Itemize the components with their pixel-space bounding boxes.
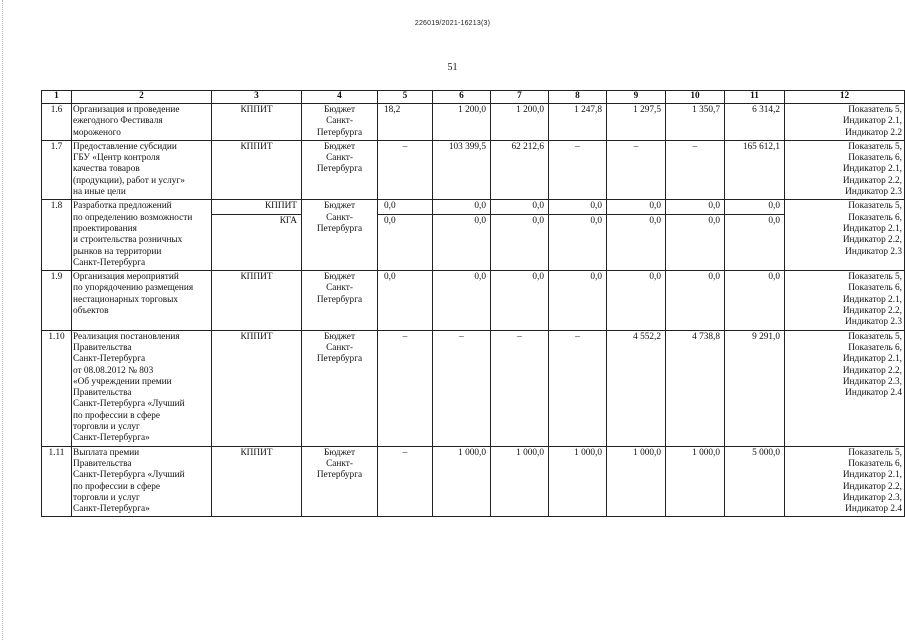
value-col-8 [549, 271, 607, 330]
v11-text: 165 612,1 [742, 141, 780, 152]
name-text: Предоставление субсидии [73, 141, 177, 152]
v6-text: – [459, 331, 464, 342]
source-text: Санкт- [326, 283, 353, 294]
source-text: Санкт- [326, 153, 353, 164]
source-text: Бюджет [323, 272, 356, 283]
funding-source [302, 200, 378, 271]
ind-text: Показатель 6, [848, 342, 902, 353]
name-text: рынков на территории [73, 246, 162, 257]
v11-text: 6 314,2 [752, 105, 780, 115]
executor [212, 271, 302, 330]
v11-text: 9 291,0 [752, 331, 780, 342]
v6-text: 0,0 [433, 214, 490, 228]
name-text: «Об учреждении премии [73, 376, 172, 387]
name-text: торговли и услуг [73, 422, 140, 433]
source-text: Петербурга [316, 354, 363, 365]
funding-source [302, 330, 378, 446]
value-col-5 [378, 446, 433, 517]
v6-text: 1 000,0 [458, 447, 486, 458]
source-text: Петербурга [316, 127, 363, 138]
column-header-3: 3 [212, 91, 302, 104]
name-text: и строительства розничных [73, 235, 183, 246]
ind-text: Индикатор 2.3, [842, 492, 902, 503]
measure-name [72, 140, 212, 199]
name-text: Организация и проведение [73, 105, 180, 115]
v5-text: 0,0 [384, 272, 396, 283]
scan-edge-mark [2, 0, 4, 640]
ind-text: Индикатор 2.4 [845, 504, 902, 515]
table-row [42, 200, 905, 271]
v7-text: 0,0 [532, 201, 544, 212]
column-header-8: 8 [549, 91, 607, 104]
ind-text: Индикатор 2.3 [845, 187, 902, 198]
v5-text: – [402, 141, 408, 152]
value-col-9 [607, 104, 666, 141]
name-text: торговли и услуг [73, 492, 140, 503]
indicators [785, 271, 905, 330]
name-text: Организация мероприятий [73, 272, 179, 283]
name-text: Санкт-Петербурга [73, 257, 146, 268]
ind-text: Показатель 5, [848, 272, 902, 283]
ind-text: Показатель 5, [848, 105, 902, 115]
name-text: нестационарных торговых [73, 294, 179, 305]
source-text: Петербурга [316, 294, 363, 305]
value-col-6 [433, 200, 491, 271]
v5-text: – [402, 331, 408, 342]
v9-text: 1 000,0 [633, 447, 661, 458]
name-text: Санкт-Петербурга «Лучший [73, 399, 185, 410]
value-col-10 [666, 330, 725, 446]
v8-text: 0,0 [590, 272, 602, 283]
value-col-7 [491, 200, 549, 271]
value-col-10 [666, 200, 725, 271]
value-col-8 [549, 446, 607, 517]
exec-text: КППИТ [240, 141, 273, 152]
v10-text: 0,0 [708, 201, 720, 212]
source-text: Петербурга [316, 470, 363, 481]
name-text: по профессии в сфере [73, 410, 161, 421]
value-col-10 [666, 104, 725, 141]
source-text: Бюджет [323, 201, 356, 212]
value-col-7 [491, 446, 549, 517]
value-col-10 [666, 140, 725, 199]
v8-text: 0,0 [590, 201, 602, 212]
column-header-12: 12 [785, 91, 905, 104]
table-row [42, 446, 905, 517]
source-text: Санкт- [326, 458, 353, 469]
ind-text: Показатель 5, [848, 447, 902, 458]
ind-text: Индикатор 2.1, [842, 470, 902, 481]
ind-text: Индикатор 2.2, [842, 175, 902, 186]
source-text: Бюджет [323, 105, 356, 115]
v9-text: 4 552,2 [633, 331, 661, 342]
name-text: по определению возможности [73, 212, 193, 223]
row-number: 1.10 [42, 330, 72, 446]
name-text: Санкт-Петербурга [73, 354, 146, 365]
v8-text: 1 000,0 [574, 447, 602, 458]
ind-text: Индикатор 2.1, [842, 354, 902, 365]
funding-source [302, 271, 378, 330]
indicators [785, 446, 905, 517]
ind-text: Показатель 5, [848, 331, 902, 342]
ind-text: Индикатор 2.2, [842, 306, 902, 317]
indicators [785, 330, 905, 446]
value-col-6 [433, 104, 491, 141]
source-text: Санкт- [326, 116, 353, 127]
v7-text: 1 200,0 [516, 105, 544, 115]
v5-text: 18,2 [384, 105, 401, 115]
ind-text: Индикатор 2.2, [842, 365, 902, 376]
v6-text: 0,0 [474, 272, 486, 283]
v9-text: 0,0 [649, 272, 661, 283]
v7-text: – [517, 331, 522, 342]
v10-text: 1 000,0 [692, 447, 720, 458]
exec-text: КППИТ [240, 331, 273, 342]
v7-text: 62 212,6 [511, 141, 544, 152]
ind-text: Показатель 6, [848, 283, 902, 294]
value-col-8 [549, 200, 607, 271]
name-text: Санкт-Петербурга» [73, 504, 150, 515]
row-number: 1.6 [42, 104, 72, 141]
funding-source [302, 104, 378, 141]
ind-text: Показатель 6, [848, 458, 902, 469]
value-col-5 [378, 140, 433, 199]
ind-text: Показатель 6, [848, 153, 902, 164]
table-row [42, 140, 905, 199]
exec-text: КППИТ [264, 201, 297, 212]
name-text: Реализация постановления [73, 331, 180, 342]
v9-text: 0,0 [607, 214, 665, 228]
value-col-9 [607, 140, 666, 199]
v6-text: 0,0 [474, 201, 486, 212]
row-number: 1.9 [42, 271, 72, 330]
table-row [42, 330, 905, 446]
column-header-11: 11 [725, 91, 785, 104]
v5-text: 0,0 [378, 214, 432, 228]
row-number: 1.8 [42, 200, 72, 271]
value-col-11 [725, 200, 785, 271]
indicators [785, 140, 905, 199]
v9-text: 1 297,5 [633, 105, 661, 115]
name-text: по профессии в сфере [73, 481, 161, 492]
v7-text: 0,0 [532, 272, 544, 283]
source-text: Бюджет [323, 331, 356, 342]
v10-text: 0,0 [666, 214, 724, 228]
column-header-10: 10 [666, 91, 725, 104]
v7-text: 1 000,0 [516, 447, 544, 458]
value-col-7 [491, 140, 549, 199]
value-col-7 [491, 104, 549, 141]
name-text: качества товаров [73, 164, 140, 175]
name-text: проектирования [73, 223, 137, 234]
value-col-11 [725, 271, 785, 330]
funding-source [302, 140, 378, 199]
name-text: от 08.08.2012 № 803 [73, 365, 154, 376]
v8-text: – [575, 141, 580, 152]
ind-text: Индикатор 2.2, [842, 481, 902, 492]
value-col-10 [666, 271, 725, 330]
column-header-9: 9 [607, 91, 666, 104]
v10-text: 1 350,7 [692, 105, 720, 115]
executor [212, 104, 302, 141]
ind-text: Индикатор 2.4 [845, 388, 902, 399]
name-text: по упорядочению размещения [73, 283, 194, 294]
ind-text: Индикатор 2.3, [842, 376, 902, 387]
exec-text: КГА [212, 214, 301, 228]
ind-text: Индикатор 2.1, [842, 223, 902, 234]
ind-text: Индикатор 2.1, [842, 116, 902, 127]
source-text: Санкт- [326, 342, 353, 353]
column-header-7: 7 [491, 91, 549, 104]
column-header-5: 5 [378, 91, 433, 104]
value-col-5 [378, 200, 433, 271]
v9-text: – [633, 141, 639, 152]
executor [212, 140, 302, 199]
indicators [785, 200, 905, 271]
indicators [785, 104, 905, 141]
ind-text: Индикатор 2.2, [842, 235, 902, 246]
column-header-1: 1 [42, 91, 72, 104]
name-text: Выплата премии [73, 447, 140, 458]
page-number: 51 [447, 62, 458, 73]
name-text: Правительства [73, 458, 132, 469]
source-text: Бюджет [323, 447, 356, 458]
executor [212, 446, 302, 517]
value-col-7 [491, 330, 549, 446]
exec-text: КППИТ [240, 105, 273, 115]
source-text: Петербурга [316, 164, 363, 175]
name-text: Разработка предложений [73, 201, 172, 212]
v9-text: 0,0 [649, 201, 661, 212]
ind-text: Индикатор 2.1, [842, 164, 902, 175]
v7-text: 0,0 [491, 214, 548, 228]
name-text: ГБУ «Центр контроля [73, 153, 160, 164]
source-text: Санкт- [326, 212, 353, 223]
v11-text: 0,0 [768, 272, 780, 283]
value-col-7 [491, 271, 549, 330]
column-header-2: 2 [72, 91, 212, 104]
value-col-8 [549, 330, 607, 446]
program-measures-table [41, 90, 905, 517]
table-row [42, 104, 905, 141]
value-col-11 [725, 104, 785, 141]
value-col-9 [607, 200, 666, 271]
value-col-9 [607, 330, 666, 446]
value-col-5 [378, 271, 433, 330]
v8-text: 0,0 [549, 214, 606, 228]
name-text: на иные цели [73, 187, 126, 198]
v8-text: – [575, 331, 580, 342]
ind-text: Показатель 6, [848, 212, 902, 223]
value-col-11 [725, 330, 785, 446]
measure-name [72, 446, 212, 517]
value-col-8 [549, 104, 607, 141]
v5-text: – [402, 447, 408, 458]
value-col-6 [433, 446, 491, 517]
value-col-6 [433, 330, 491, 446]
ind-text: Индикатор 2.3 [845, 246, 902, 257]
name-text: объектов [73, 306, 109, 317]
row-number: 1.11 [42, 446, 72, 517]
v5-text: 0,0 [384, 201, 396, 212]
value-col-5 [378, 330, 433, 446]
value-col-6 [433, 140, 491, 199]
value-col-9 [607, 446, 666, 517]
v8-text: 1 247,8 [574, 105, 602, 115]
column-header-6: 6 [433, 91, 491, 104]
table-row [42, 271, 905, 330]
ind-text: Индикатор 2.1, [842, 294, 902, 305]
measure-name [72, 271, 212, 330]
executor [212, 200, 302, 271]
v6-text: 103 399,5 [448, 141, 486, 152]
value-col-8 [549, 140, 607, 199]
exec-text: КППИТ [240, 272, 273, 283]
executor [212, 330, 302, 446]
v10-text: 4 738,8 [692, 331, 720, 342]
v10-text: – [692, 141, 698, 152]
source-text: Петербурга [316, 223, 363, 234]
funding-source [302, 446, 378, 517]
name-text: Правительства [73, 388, 132, 399]
name-text: мороженого [73, 127, 121, 138]
column-header-4: 4 [302, 91, 378, 104]
measure-name [72, 200, 212, 271]
value-col-11 [725, 140, 785, 199]
value-col-6 [433, 271, 491, 330]
v6-text: 1 200,0 [458, 105, 486, 115]
v11-text: 5 000,0 [752, 447, 780, 458]
v11-text: 0,0 [768, 201, 780, 212]
source-text: Бюджет [323, 141, 356, 152]
name-text: Правительства [73, 342, 132, 353]
document-id: 226019/2021-16213(3) [414, 20, 491, 27]
ind-text: Показатель 5, [848, 201, 902, 212]
value-col-9 [607, 271, 666, 330]
name-text: Санкт-Петербурга «Лучший [73, 470, 185, 481]
name-text: Санкт-Петербурга» [73, 433, 150, 444]
ind-text: Показатель 5, [848, 141, 902, 152]
row-number: 1.7 [42, 140, 72, 199]
value-col-10 [666, 446, 725, 517]
table-header-row [42, 91, 905, 104]
measure-name [72, 104, 212, 141]
measure-name [72, 330, 212, 446]
ind-text: Индикатор 2.2 [845, 127, 902, 138]
v10-text: 0,0 [708, 272, 720, 283]
exec-text: КППИТ [240, 447, 273, 458]
v11-text: 0,0 [725, 214, 784, 228]
value-col-5 [378, 104, 433, 141]
name-text: ежегодного Фестиваля [73, 116, 163, 127]
ind-text: Индикатор 2.3 [845, 317, 902, 328]
name-text: (продукции), работ и услуг» [73, 175, 185, 186]
value-col-11 [725, 446, 785, 517]
